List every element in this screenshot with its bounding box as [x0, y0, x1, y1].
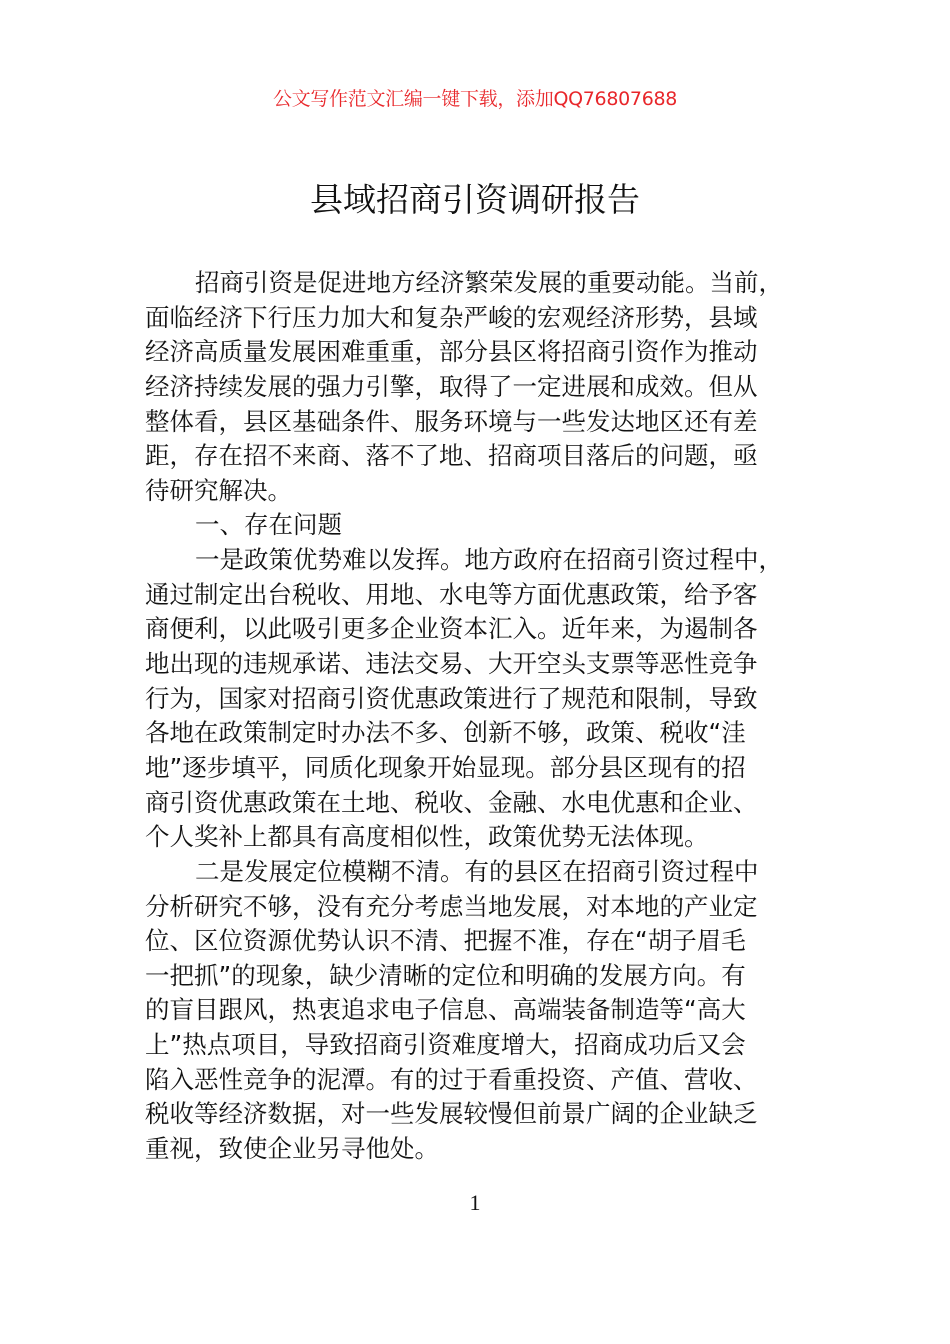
- document-title: 县域招商引资调研报告: [310, 180, 640, 219]
- text-line: 各地在政策制定时办法不多、创新不够，政策、税收“洼: [145, 718, 746, 748]
- text-line: 招商引资是促进地方经济繁荣发展的重要动能。当前，: [195, 268, 783, 297]
- text-line: 经济持续发展的强力引擎，取得了一定进展和成效。但从: [145, 371, 758, 401]
- text-line: 陷入恶性竞争的泥潭。有的过于看重投资、产值、营收、: [145, 1064, 758, 1094]
- section-heading: [145, 508, 835, 543]
- text-line: 面临经济下行压力加大和复杂严峻的宏观经济形势，县域: [145, 302, 758, 332]
- text-line: 上”热点项目，导致招商引资难度增大，招商成功后又会: [145, 1030, 746, 1060]
- download-banner-link[interactable]: 公文写作范文汇编一键下载，添加QQ76807688: [272, 88, 678, 110]
- text-line: 通过制定出台税收、用地、水电等方面优惠政策，给予客: [145, 579, 758, 609]
- text-line: 待研究解决。: [145, 475, 292, 505]
- text-line: 的盲目跟风，热衷追求电子信息、高端装备制造等“高大: [145, 995, 746, 1025]
- text-line: 商便利，以此吸引更多企业资本汇入。近年来，为遏制各: [145, 614, 758, 644]
- text-line: 一把抓”的现象，缺少清晰的定位和明确的发展方向。有: [145, 960, 746, 990]
- text-line: 行为，国家对招商引资优惠政策进行了规范和限制，导致: [145, 683, 758, 713]
- text-line: 二是发展定位模糊不清。有的县区在招商引资过程中: [195, 856, 759, 886]
- text-line: 一、存在问题: [195, 510, 342, 540]
- text-line: 位、区位资源优势认识不清、把握不准，存在“胡子眉毛: [145, 926, 746, 956]
- text-line: 税收等经济数据，对一些发展较慢但前景广阔的企业缺乏: [145, 1099, 758, 1129]
- text-line: 个人奖补上都具有高度相似性，政策优势无法体现。: [145, 822, 709, 852]
- text-line: 距，存在招不来商、落不了地、招商项目落后的问题，亟: [145, 441, 758, 471]
- page-number: 1: [469, 1190, 481, 1215]
- text-line: 整体看，县区基础条件、服务环境与一些发达地区还有差: [145, 406, 758, 436]
- paragraph: [145, 543, 835, 855]
- document-body: [145, 266, 835, 1167]
- text-line: 一是政策优势难以发挥。地方政府在招商引资过程中，: [195, 545, 783, 575]
- text-line: 地出现的违规承诺、违法交易、大开空头支票等恶性竞争: [145, 649, 758, 679]
- text-line: 地”逐步填平，同质化现象开始显现。部分县区现有的招: [145, 752, 746, 782]
- text-line: 商引资优惠政策在土地、税收、金融、水电优惠和企业、: [145, 787, 758, 817]
- paragraph: [145, 266, 835, 508]
- text-line: 重视，致使企业另寻他处。: [145, 1134, 439, 1164]
- paragraph: [145, 855, 835, 1167]
- text-line: 经济高质量发展困难重重，部分县区将招商引资作为推动: [145, 337, 758, 367]
- text-line: 分析研究不够，没有充分考虑当地发展，对本地的产业定: [145, 891, 758, 921]
